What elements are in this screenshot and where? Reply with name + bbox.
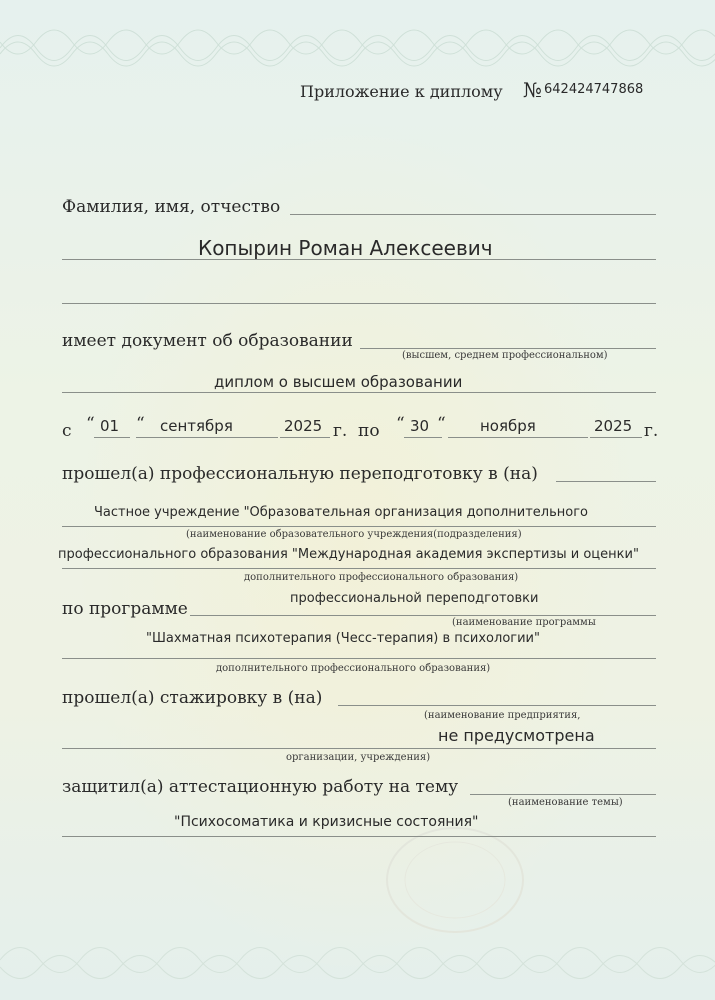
to-day-line: [404, 437, 442, 438]
internship-value: не предусмотрена: [438, 726, 595, 745]
retraining-label-line: [556, 481, 656, 482]
supplement-title: Приложение к диплому: [300, 82, 503, 101]
period-from-prefix: с: [62, 421, 72, 441]
period-from-year-suffix: г.: [333, 421, 348, 441]
program-value-line-2: "Шахматная психотерапия (Чесс-терапия) в психологии": [146, 631, 540, 646]
internship-label-line: [338, 705, 656, 706]
full-name-value: Копырин Роман Алексеевич: [198, 236, 493, 260]
thesis-line-rule: [62, 836, 656, 837]
period-from-month: сентября: [160, 417, 233, 435]
institution-line-1-rule: [62, 526, 656, 527]
guilloche-border-bottom: [0, 935, 715, 990]
guilloche-border-top: [0, 18, 715, 68]
diploma-number: 642424747868: [544, 82, 644, 97]
institution-line-1: Частное учреждение "Образовательная организация дополнительного: [94, 505, 588, 520]
program-value-line-1: профессиональной переподготовки: [290, 591, 539, 606]
period-from-year: 2025: [284, 417, 323, 435]
period-to-year: 2025: [594, 417, 633, 435]
quote-close-to: “: [437, 414, 446, 434]
to-year-line: [590, 437, 642, 438]
program-line-2-rule: [62, 658, 656, 659]
thesis-value: "Психосоматика и кризисные состояния": [174, 814, 479, 830]
internship-hint-2: организации, учреждения): [286, 752, 431, 763]
period-to-day: 30: [410, 417, 430, 435]
quote-close-from: “: [136, 414, 145, 434]
period-to-prefix: по: [358, 421, 380, 441]
internship-hint-1: (наименование предприятия,: [424, 710, 581, 721]
program-hint-1: (наименование программы: [452, 617, 596, 628]
to-month-line: [448, 437, 588, 438]
full-name-line: [62, 259, 656, 260]
internship-label: прошел(а) стажировку в (на): [62, 688, 323, 708]
from-month-line: [136, 437, 278, 438]
program-label: по программе: [62, 599, 188, 619]
thesis-label-line: [470, 794, 656, 795]
institution-hint-1: (наименование образовательного учреждения(подразделения): [186, 529, 522, 540]
program-hint-2: дополнительного профессионального образования): [216, 663, 491, 674]
period-to-month: ноября: [480, 417, 536, 435]
from-day-line: [94, 437, 130, 438]
education-document-label: имеет документ об образовании: [62, 331, 353, 351]
institution-line-2-rule: [62, 568, 656, 569]
education-document-line: [62, 392, 656, 393]
retraining-label: прошел(а) профессиональную переподготовку в (на): [62, 464, 538, 484]
faint-seal-watermark: [380, 820, 530, 940]
education-document-label-line: [360, 348, 656, 349]
thesis-hint: (наименование темы): [508, 797, 623, 808]
period-from-day: 01: [100, 417, 120, 435]
internship-line-rule: [62, 748, 656, 749]
institution-line-2: профессионального образования "Международная академия экспертизы и оценки": [58, 547, 639, 562]
education-document-value: диплом о высшем образовании: [214, 373, 463, 391]
thesis-label: защитил(а) аттестационную работу на тему: [62, 777, 459, 797]
period-to-year-suffix: г.: [644, 421, 659, 441]
institution-hint-2: дополнительного профессионального образования): [244, 572, 519, 583]
blank-line: [62, 303, 656, 304]
full-name-label-line: [290, 214, 656, 215]
program-line-1-rule: [190, 615, 656, 616]
number-sign: №: [523, 78, 542, 102]
quote-open-from: “: [86, 414, 95, 434]
from-year-line: [280, 437, 330, 438]
full-name-label: Фамилия, имя, отчество: [62, 197, 281, 217]
quote-open-to: “: [396, 414, 405, 434]
education-document-hint: (высшем, среднем профессиональном): [402, 350, 608, 361]
